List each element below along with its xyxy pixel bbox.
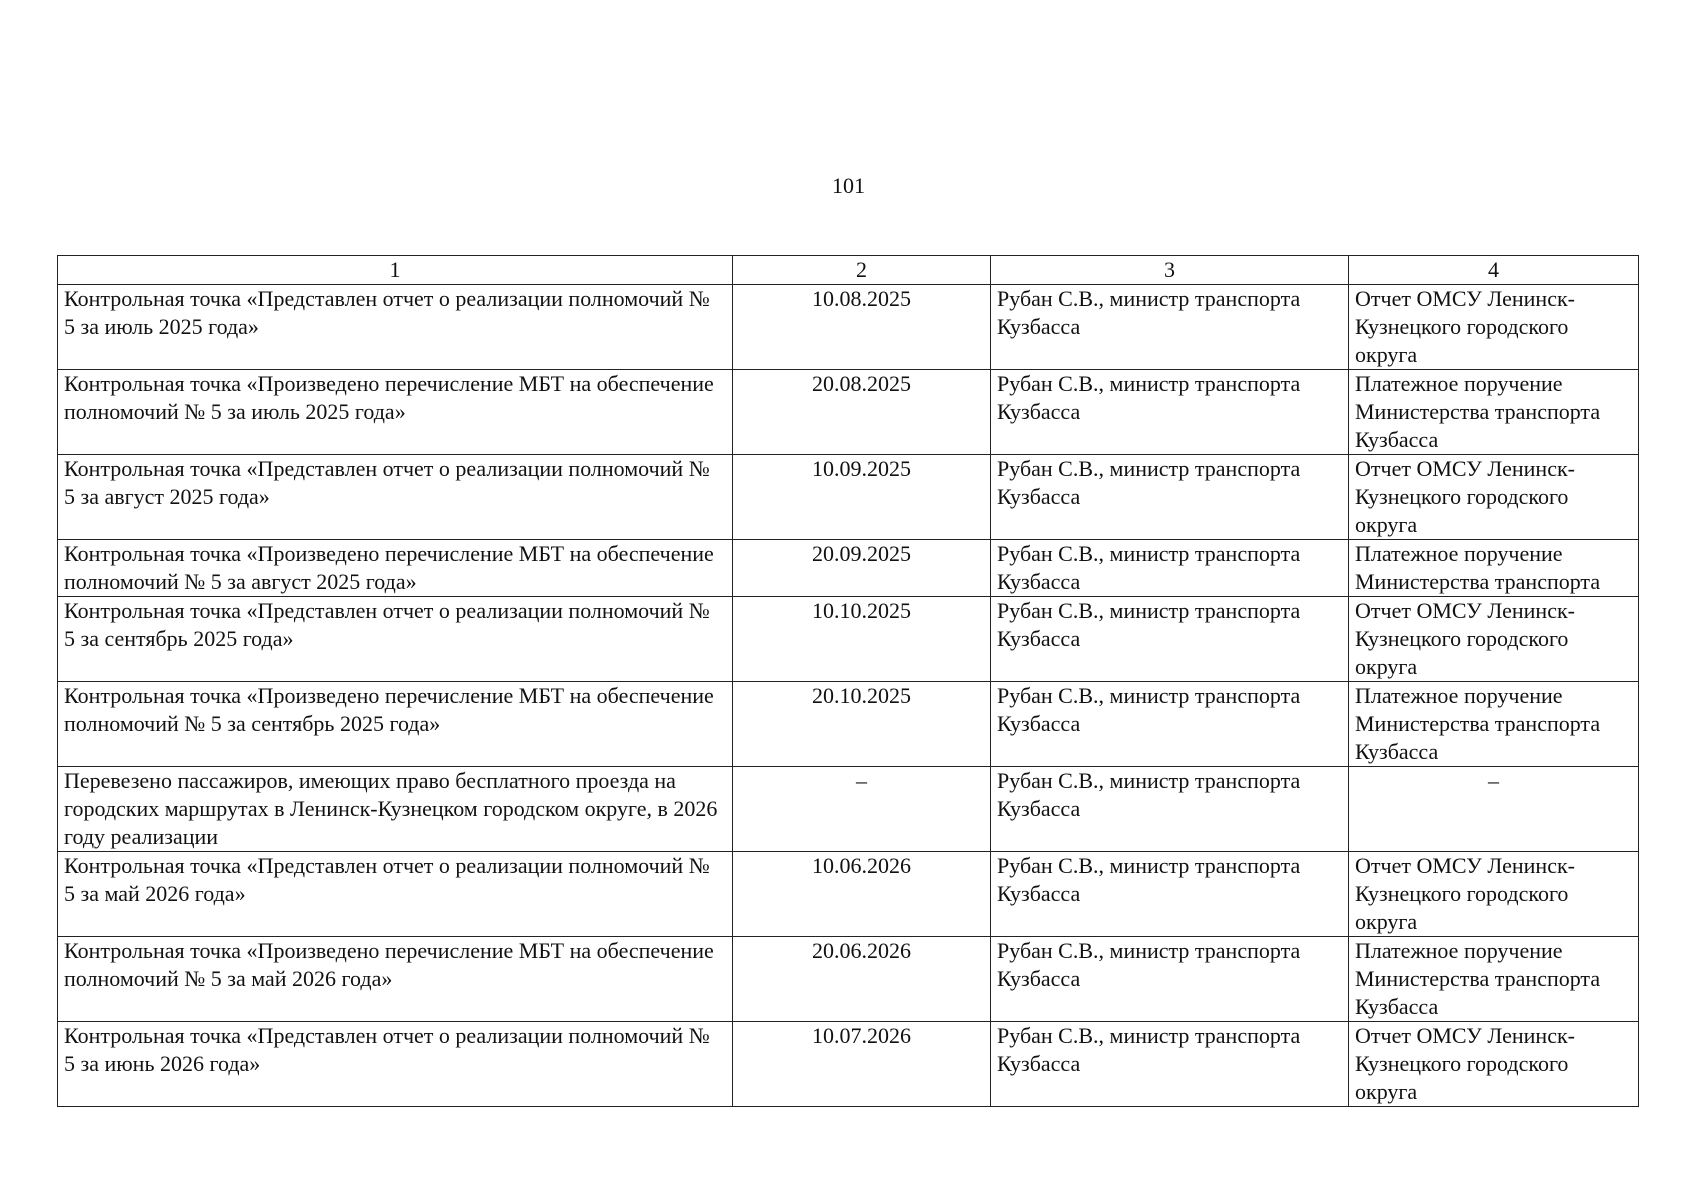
control-points-table: [57, 255, 1639, 1107]
responsible-cell: Рубан С.В., министр транспорта Кузбасса: [991, 370, 1349, 455]
description-cell: Перевезено пассажиров, имеющих право бесплатного проезда на городских маршрутах в Ленинск-Кузнецком городском округе, в 2026 году реализации: [58, 767, 733, 852]
document-cell: Платежное поручение Министерства транспорта Кузбасса: [1349, 682, 1639, 767]
table-row: [58, 1022, 1639, 1107]
header-col-4: 4: [1349, 256, 1639, 285]
responsible-cell: Рубан С.В., министр транспорта Кузбасса: [991, 1022, 1349, 1107]
document-cell: Отчет ОМСУ Ленинск-Кузнецкого городского округа: [1349, 285, 1639, 370]
page-number: 101: [832, 173, 865, 198]
document-cell: Платежное поручение Министерства транспорта: [1349, 540, 1639, 597]
date-cell: 10.08.2025: [733, 285, 991, 370]
responsible-cell: Рубан С.В., министр транспорта Кузбасса: [991, 597, 1349, 682]
date-cell: 10.06.2026: [733, 852, 991, 937]
date-cell: 10.10.2025: [733, 597, 991, 682]
description-cell: Контрольная точка «Представлен отчет о реализации полномочий № 5 за сентябрь 2025 года»: [58, 597, 733, 682]
table-header: [58, 256, 1639, 285]
responsible-cell: Рубан С.В., министр транспорта Кузбасса: [991, 285, 1349, 370]
date-cell: 10.09.2025: [733, 455, 991, 540]
responsible-cell: Рубан С.В., министр транспорта Кузбасса: [991, 852, 1349, 937]
responsible-cell: Рубан С.В., министр транспорта Кузбасса: [991, 937, 1349, 1022]
description-cell: Контрольная точка «Представлен отчет о реализации полномочий № 5 за июль 2025 года»: [58, 285, 733, 370]
document-cell: Отчет ОМСУ Ленинск-Кузнецкого городского округа: [1349, 852, 1639, 937]
document-cell: Платежное поручение Министерства транспорта Кузбасса: [1349, 937, 1639, 1022]
responsible-cell: Рубан С.В., министр транспорта Кузбасса: [991, 455, 1349, 540]
document-cell: Отчет ОМСУ Ленинск-Кузнецкого городского округа: [1349, 1022, 1639, 1107]
date-cell: 10.07.2026: [733, 1022, 991, 1107]
description-cell: Контрольная точка «Представлен отчет о реализации полномочий № 5 за август 2025 года»: [58, 455, 733, 540]
date-cell: 20.06.2026: [733, 937, 991, 1022]
date-cell: 20.09.2025: [733, 540, 991, 597]
header-col-1: 1: [58, 256, 733, 285]
table-row: [58, 285, 1639, 370]
header-col-2: 2: [733, 256, 991, 285]
date-cell: 20.10.2025: [733, 682, 991, 767]
table-row: [58, 682, 1639, 767]
header-row: [58, 256, 1639, 285]
header-col-3: 3: [991, 256, 1349, 285]
document-cell: –: [1349, 767, 1639, 852]
responsible-cell: Рубан С.В., министр транспорта Кузбасса: [991, 682, 1349, 767]
table-row: [58, 852, 1639, 937]
description-cell: Контрольная точка «Произведено перечисление МБТ на обеспечение полномочий № 5 за август 2025 года»: [58, 540, 733, 597]
document-cell: Платежное поручение Министерства транспорта Кузбасса: [1349, 370, 1639, 455]
document-cell: Отчет ОМСУ Ленинск-Кузнецкого городского округа: [1349, 597, 1639, 682]
description-cell: Контрольная точка «Представлен отчет о реализации полномочий № 5 за июнь 2026 года»: [58, 1022, 733, 1107]
table-row: [58, 455, 1639, 540]
table-row: [58, 937, 1639, 1022]
table-row: [58, 540, 1639, 597]
responsible-cell: Рубан С.В., министр транспорта Кузбасса: [991, 540, 1349, 597]
table-body: [58, 285, 1639, 1107]
description-cell: Контрольная точка «Произведено перечисление МБТ на обеспечение полномочий № 5 за июль 2025 года»: [58, 370, 733, 455]
date-cell: 20.08.2025: [733, 370, 991, 455]
table-row: [58, 767, 1639, 852]
description-cell: Контрольная точка «Представлен отчет о реализации полномочий № 5 за май 2026 года»: [58, 852, 733, 937]
description-cell: Контрольная точка «Произведено перечисление МБТ на обеспечение полномочий № 5 за май 2026 года»: [58, 937, 733, 1022]
responsible-cell: Рубан С.В., министр транспорта Кузбасса: [991, 767, 1349, 852]
document-cell: Отчет ОМСУ Ленинск-Кузнецкого городского округа: [1349, 455, 1639, 540]
table-row: [58, 597, 1639, 682]
table-row: [58, 370, 1639, 455]
description-cell: Контрольная точка «Произведено перечисление МБТ на обеспечение полномочий № 5 за сентябрь 2025 года»: [58, 682, 733, 767]
date-cell: –: [733, 767, 991, 852]
